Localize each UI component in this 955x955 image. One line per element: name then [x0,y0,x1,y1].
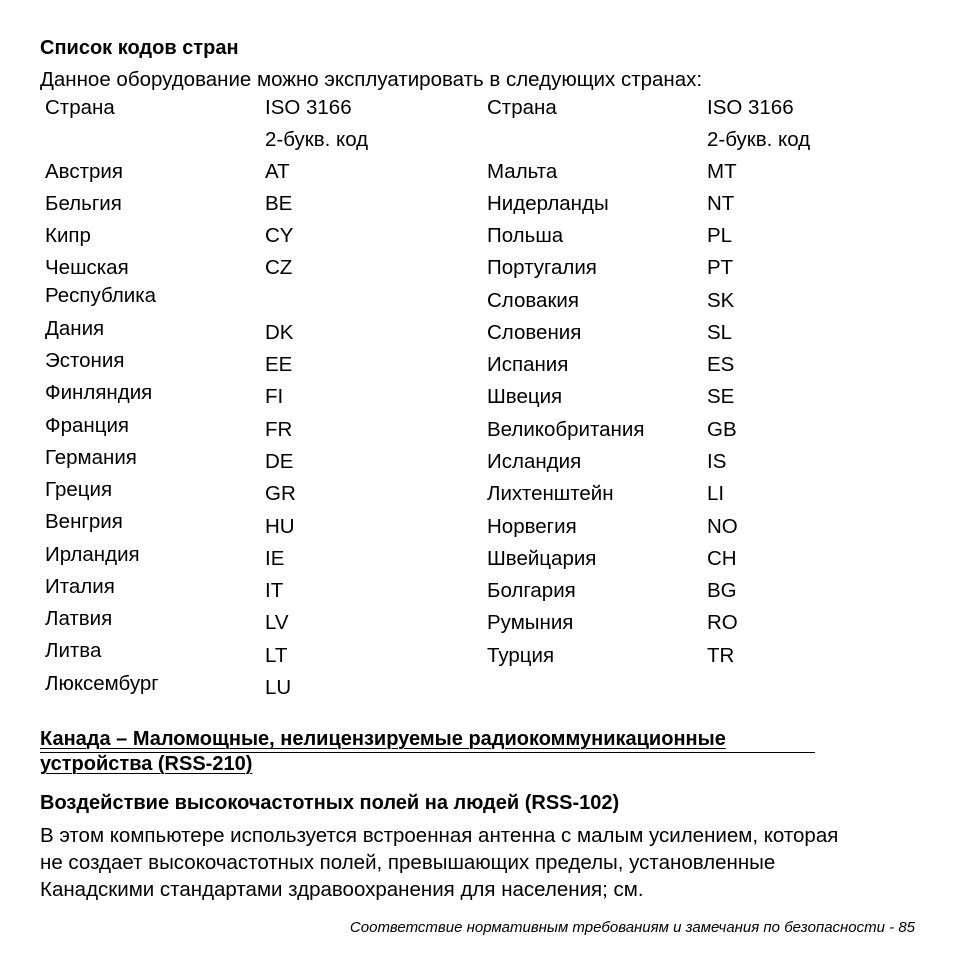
country-code: FR [265,418,293,441]
country-code: LU [265,676,292,699]
country-name: Кипр [45,224,91,247]
country-code: PT [707,256,734,279]
table-header-code-right: ISO 3166 [707,96,794,119]
country-name: Словения [487,321,582,344]
country-code: HU [265,515,295,538]
country-code: FI [265,385,284,408]
heading-rule [40,752,815,753]
country-name: Эстония [45,349,125,372]
country-name: Латвия [45,607,113,630]
country-code: IS [707,450,727,473]
country-code: SE [707,385,735,408]
table-header-code-right-sub: 2-букв. код [707,128,811,151]
table-header-country-right: Страна [487,96,557,119]
country-code: CH [707,547,737,570]
country-name: Болгария [487,579,576,602]
country-name: Греция [45,478,113,501]
country-code: SK [707,289,735,312]
country-name: Венгрия [45,510,123,533]
rf-body-line: не создает высокочастотных полей, превышающих пределы, установленные [40,851,776,874]
country-code: GR [265,482,296,505]
country-name: Португалия [487,256,597,279]
country-code: ES [707,353,735,376]
country-name: Словакия [487,289,579,312]
country-name: Чешская [45,256,129,279]
table-header-code-left: ISO 3166 [265,96,352,119]
country-code: AT [265,160,290,183]
country-code: PL [707,224,733,247]
country-name: Польша [487,224,564,247]
country-name: Финляндия [45,381,153,404]
country-code: EE [265,353,293,376]
country-name: Люксембург [45,672,159,695]
country-code: DE [265,450,294,473]
country-code: NT [707,192,735,215]
table-header-code-left-sub: 2-букв. код [265,128,369,151]
table-header-country-left: Страна [45,96,115,119]
country-code: LV [265,611,289,634]
country-name: Испания [487,353,569,376]
country-name: Лихтенштейн [487,482,614,505]
country-code: CY [265,224,294,247]
country-name: Мальта [487,160,558,183]
country-name: Швейцария [487,547,597,570]
country-name-continued: Республика [45,284,157,307]
canada-heading-line-2: устройства (RSS-210) [40,753,253,775]
page-title: Список кодов стран [40,37,239,59]
canada-heading-line-1: Канада – Маломощные, нелицензируемые радиокоммуникационные [40,728,726,750]
country-name: Ирландия [45,543,140,566]
country-name: Дания [45,317,105,340]
country-code: MT [707,160,737,183]
country-code: NO [707,515,738,538]
country-name: Италия [45,575,115,598]
rf-body-line: В этом компьютере используется встроенная антенна с малым усилением, которая [40,824,839,847]
country-code: BG [707,579,737,602]
country-code: IT [265,579,284,602]
country-code: LT [265,644,288,667]
country-name: Германия [45,446,137,469]
country-code: CZ [265,256,293,279]
intro-text: Данное оборудование можно эксплуатировать в следующих странах: [40,68,703,91]
rf-body-line: Канадскими стандартами здравоохранения для населения; см. [40,878,644,901]
rf-exposure-heading: Воздействие высокочастотных полей на людей (RSS-102) [40,792,620,814]
country-name: Нидерланды [487,192,609,215]
country-code: GB [707,418,737,441]
country-name: Румыния [487,611,574,634]
country-code: DK [265,321,294,344]
country-name: Франция [45,414,130,437]
country-code: SL [707,321,733,344]
country-name: Бельгия [45,192,122,215]
country-name: Швеция [487,385,563,408]
country-code: RO [707,611,738,634]
country-code: BE [265,192,293,215]
country-name: Литва [45,639,102,662]
country-name: Великобритания [487,418,645,441]
country-name: Австрия [45,160,123,183]
country-name: Турция [487,644,555,667]
country-code: LI [707,482,725,505]
page-footer: Соответствие нормативным требованиям и замечания по безопасности - 85 [349,919,915,936]
country-name: Норвегия [487,515,577,538]
country-name: Исландия [487,450,582,473]
country-code: TR [707,644,735,667]
country-code: IE [265,547,285,570]
